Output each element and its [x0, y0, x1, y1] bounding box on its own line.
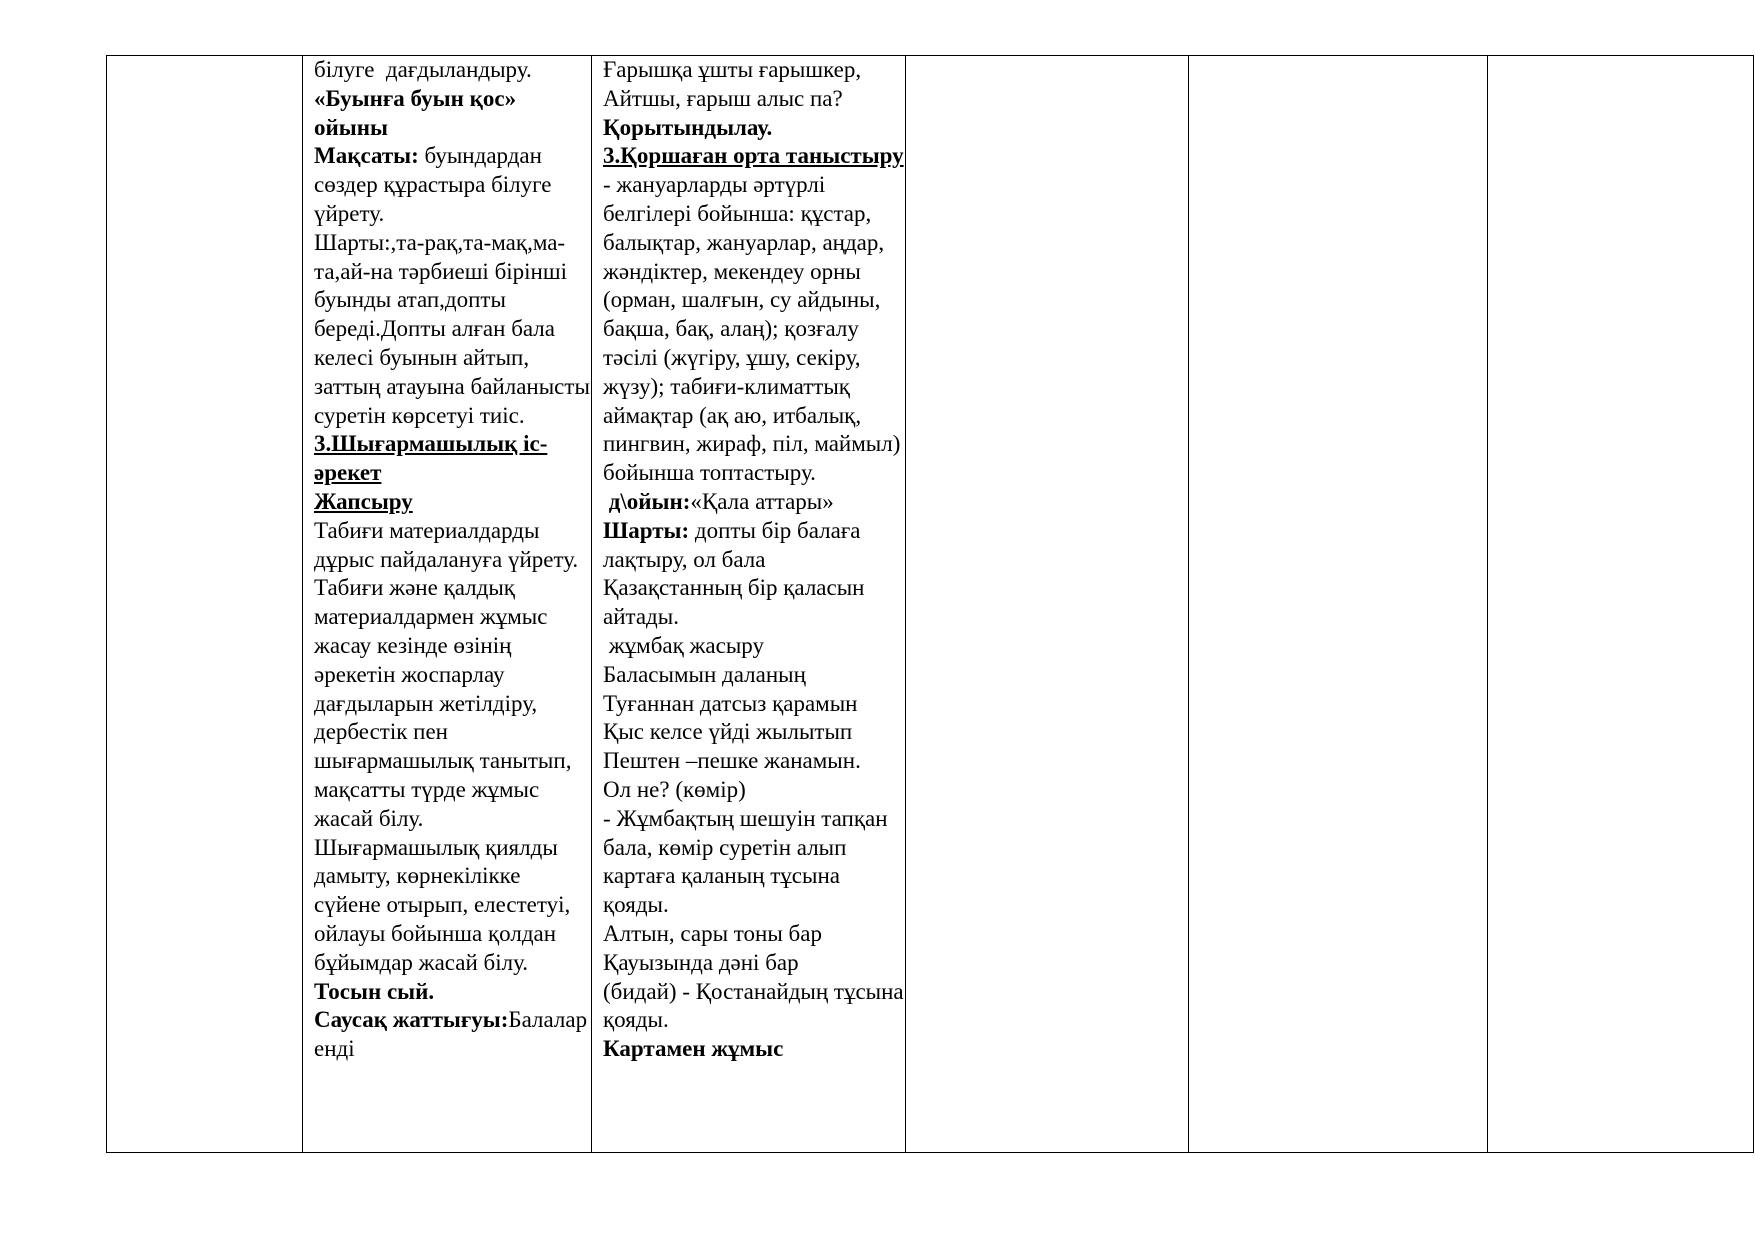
paragraph	[603, 171, 905, 488]
paragraph	[603, 1035, 905, 1064]
table-cell-col1	[107, 56, 303, 1153]
bold-label: Саусақ жаттығуы:	[314, 1007, 509, 1033]
paragraph	[314, 142, 591, 228]
paragraph	[603, 920, 905, 949]
text-run: Қауызында дәні бар	[603, 949, 799, 975]
bold-label: Тосын сый.	[314, 978, 435, 1004]
section-heading: 3.Қоршаған орта таныстыру	[603, 143, 904, 169]
bold-label: д\ойын:	[603, 488, 691, 514]
section-heading: Жапсыру	[314, 488, 413, 514]
text-run: Ғарышқа ұшты ғарышкер,	[603, 57, 862, 82]
text-run: допты бір балаға лақтыру, ол бала Қазақстанның бір қаласын айтады.	[603, 517, 871, 630]
paragraph	[603, 690, 905, 719]
text-run: буындардан сөздер құрастыра білуге үйрету.	[314, 143, 558, 226]
text-run: білуге дағдыландыру.	[314, 57, 532, 82]
text-run: Баласымын даланың	[603, 661, 806, 687]
paragraph	[603, 56, 905, 85]
paragraph	[603, 718, 905, 747]
paragraph	[314, 978, 591, 1007]
paragraph	[603, 142, 905, 171]
section-heading: 3.Шығармашылық іс-әрекет	[314, 431, 548, 486]
text-run: Қыс келсе үйді жылытып	[603, 719, 853, 745]
paragraph	[314, 1006, 591, 1064]
table-cell-col2	[303, 56, 596, 1153]
bold-label: «Буынға буын қос» ойыны	[314, 85, 522, 140]
paragraph	[603, 949, 905, 978]
paragraph	[314, 229, 596, 431]
paragraph	[603, 747, 905, 776]
bold-label: Шарты:	[603, 517, 690, 543]
text-run: Шарты:,та-рақ,та-мақ,ма-та,ай-на тәрбиеші бірінші буынды атап,допты береді.Допты алған бала келесі буынын айтып, заттың атауына байланысты суретін көрсетуі тиіс.	[314, 229, 596, 428]
table-row	[107, 56, 1754, 1153]
text-run: Пештен –пешке жанамын.	[603, 748, 861, 774]
paragraph	[603, 661, 905, 690]
text-run: Алтын, сары тоны бар	[603, 920, 822, 946]
bold-label: Қорытындылау.	[603, 114, 773, 140]
paragraph	[314, 430, 591, 488]
table-cell-col4	[906, 56, 1189, 1153]
table-cell-col6	[1488, 56, 1754, 1153]
paragraph	[603, 776, 905, 805]
text-run: (бидай) - Қостанайдың тұсына қояды.	[603, 978, 910, 1033]
text-run: - жануарларды әртүрлі белгілері бойынша: құстар, балықтар, жануарлар, аңдар, жәндіктер, мекендеу орны (орман, шалғын, су айдыны, бақша, бақ, алаң); қозғалу тәсілі (жүгіру, ұшу, секіру, жүзу); табиғи-климаттық аймақтар (ақ аю, итбалық, пингвин, жираф, піл, маймыл) бойынша топтастыру.	[603, 172, 907, 486]
text-run: жұмбақ жасыру	[603, 632, 764, 658]
paragraph	[603, 85, 905, 114]
text-run: Ол не? (көмір)	[603, 776, 746, 802]
text-run: Айтшы, ғарыш алыс па?	[603, 85, 843, 111]
text-run: «Қала аттары»	[690, 488, 834, 514]
paragraph	[603, 632, 905, 661]
paragraph	[603, 517, 905, 632]
paragraph	[603, 488, 905, 517]
paragraph	[314, 488, 591, 517]
paragraph	[314, 85, 591, 143]
text-run: Туғаннан датсыз қарамын	[603, 690, 858, 716]
table-cell-col5	[1189, 56, 1488, 1153]
paragraph	[314, 56, 591, 85]
paragraph	[603, 114, 905, 143]
text-run: - Жұмбақтың шешуін тапқан бала, көмір суретін алып картаға қаланың тұсына қояды.	[603, 805, 894, 918]
document-table	[106, 55, 1754, 1153]
bold-label: Мақсаты:	[314, 143, 419, 169]
bold-label: Картамен жұмыс	[603, 1036, 784, 1062]
table-cell-col3	[592, 56, 910, 1153]
paragraph	[603, 978, 910, 1036]
text-run: Балалар енді	[314, 1007, 593, 1062]
paragraph	[314, 517, 591, 978]
text-run: Табиғи материалдарды дұрыс пайдалануға үйрету. Табиғи және қалдық материалдармен жұмыс жасау кезінде өзінің әрекетін жоспарлау дағдыларын жетілдіру, дербестік пен шығармашылық танытып, мақсатты түрде жұмыс жасай білу. Шығармашылық қиялды дамыту, көрнекілікке сүйене отырып, елестетуі, ойлауы бойынша қолдан бұйымдар жасай білу.	[314, 517, 584, 975]
paragraph	[603, 805, 905, 920]
